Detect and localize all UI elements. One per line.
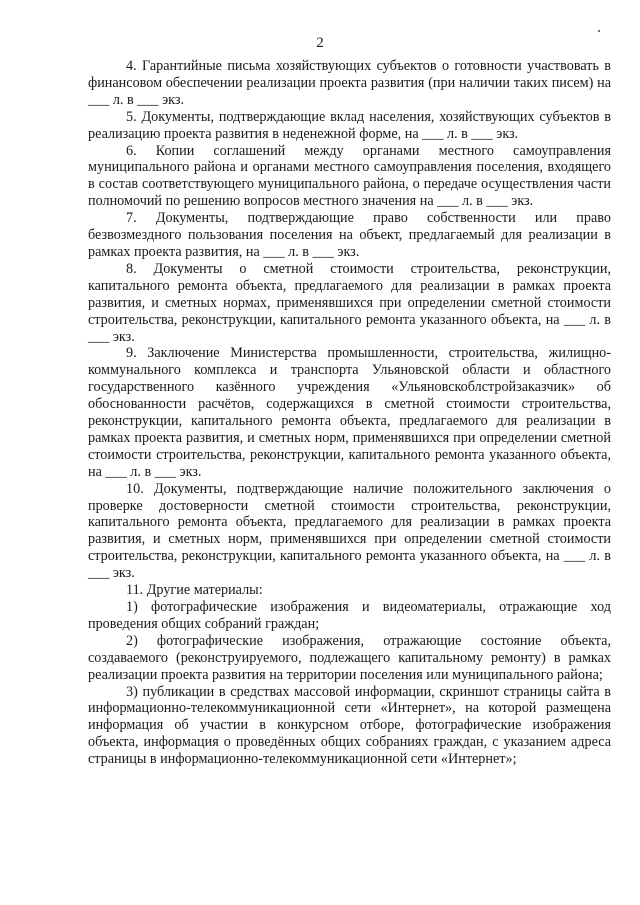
paragraph-11: 11. Другие материалы: xyxy=(126,582,263,599)
list-item-2: 2) фотографические изображения, отражающие состояние объекта, создаваемого (реконструируемого, подлежащего капитальному ремонту) в рамках реализации проекта развития на территории поселения или муниципального района; xyxy=(88,632,611,683)
scan-mark xyxy=(598,30,600,32)
paragraph-6: 6. Копии соглашений между органами местного самоуправления муниципального района и органами местного самоуправления поселения, входящего в состав соответствующего муниципального района, о передаче осуществления части полномочий по решению вопросов местного значения на ___ л. в ___ экз. xyxy=(88,142,611,210)
paragraph-7: 7. Документы, подтверждающие право собственности или право безвозмездного пользования поселения на объект, предлагаемый для реализации в рамках проекта развития, на ___ л. в ___ экз. xyxy=(88,210,611,260)
paragraph-5: 5. Документы, подтверждающие вклад населения, хозяйствующих субъектов в реализацию проекта развития в неденежной форме, на ___ л. в ___ экз. xyxy=(88,108,611,142)
paragraph-4: 4. Гарантийные письма хозяйствующих субъектов о готовности участвовать в финансовом обеспечении реализации проекта развития (при наличии таких писем) на ___ л. в ___ экз. xyxy=(88,58,611,108)
paragraph-10: 10. Документы, подтверждающие наличие положительного заключения о проверке достоверности сметной стоимости строительства, реконструкции, капитального ремонта объекта, предлагаемого для реализации в рамках проекта развития, и сметных норм, применявшихся при определении сметной стоимости строительства, реконструкции, капитального ремонта указанного объекта, на ___ л. в ___ экз. xyxy=(88,480,611,582)
paragraph-9: 9. Заключение Министерства промышленности, строительства, жилищно-коммунального комплекса и транспорта Ульяновской области и областного государственного казённого учреждения «Ульяновскоблстройзаказчик» об обоснованности расчётов, содержащихся в сметной стоимости строительства, реконструкции, капитального ремонта объекта, предлагаемого для реализации в рамках проекта развития, и сметных норм, применявшихся при определении сметной стоимости строительства, реконструкции, капитального ремонта указанного объекта, на ___ л. в ___ экз. xyxy=(88,345,611,480)
list-item-3: 3) публикации в средствах массовой информации, скриншот страницы сайта в информационно-телекоммуникационной сети «Интернет», на которой размещена информация об участии в конкурсном отборе, фотографические изображения объекта, информация о проведённых общих собраниях граждан, с указанием адреса страницы в информационно-телекоммуникационной сети «Интернет»; xyxy=(88,683,611,768)
list-item-1: 1) фотографические изображения и видеоматериалы, отражающие ход проведения общих собраний граждан; xyxy=(88,599,611,632)
page-number: 2 xyxy=(316,35,324,51)
paragraph-8: 8. Документы о сметной стоимости строительства, реконструкции, капитального ремонта объекта, предлагаемого для реализации в рамках проекта развития, и сметных нормах, применявшихся при определении сметной стоимости строительства, реконструкции, капитального ремонта указанного объекта, на ___ л. в ___ экз. xyxy=(88,260,611,345)
document-body xyxy=(88,58,611,768)
